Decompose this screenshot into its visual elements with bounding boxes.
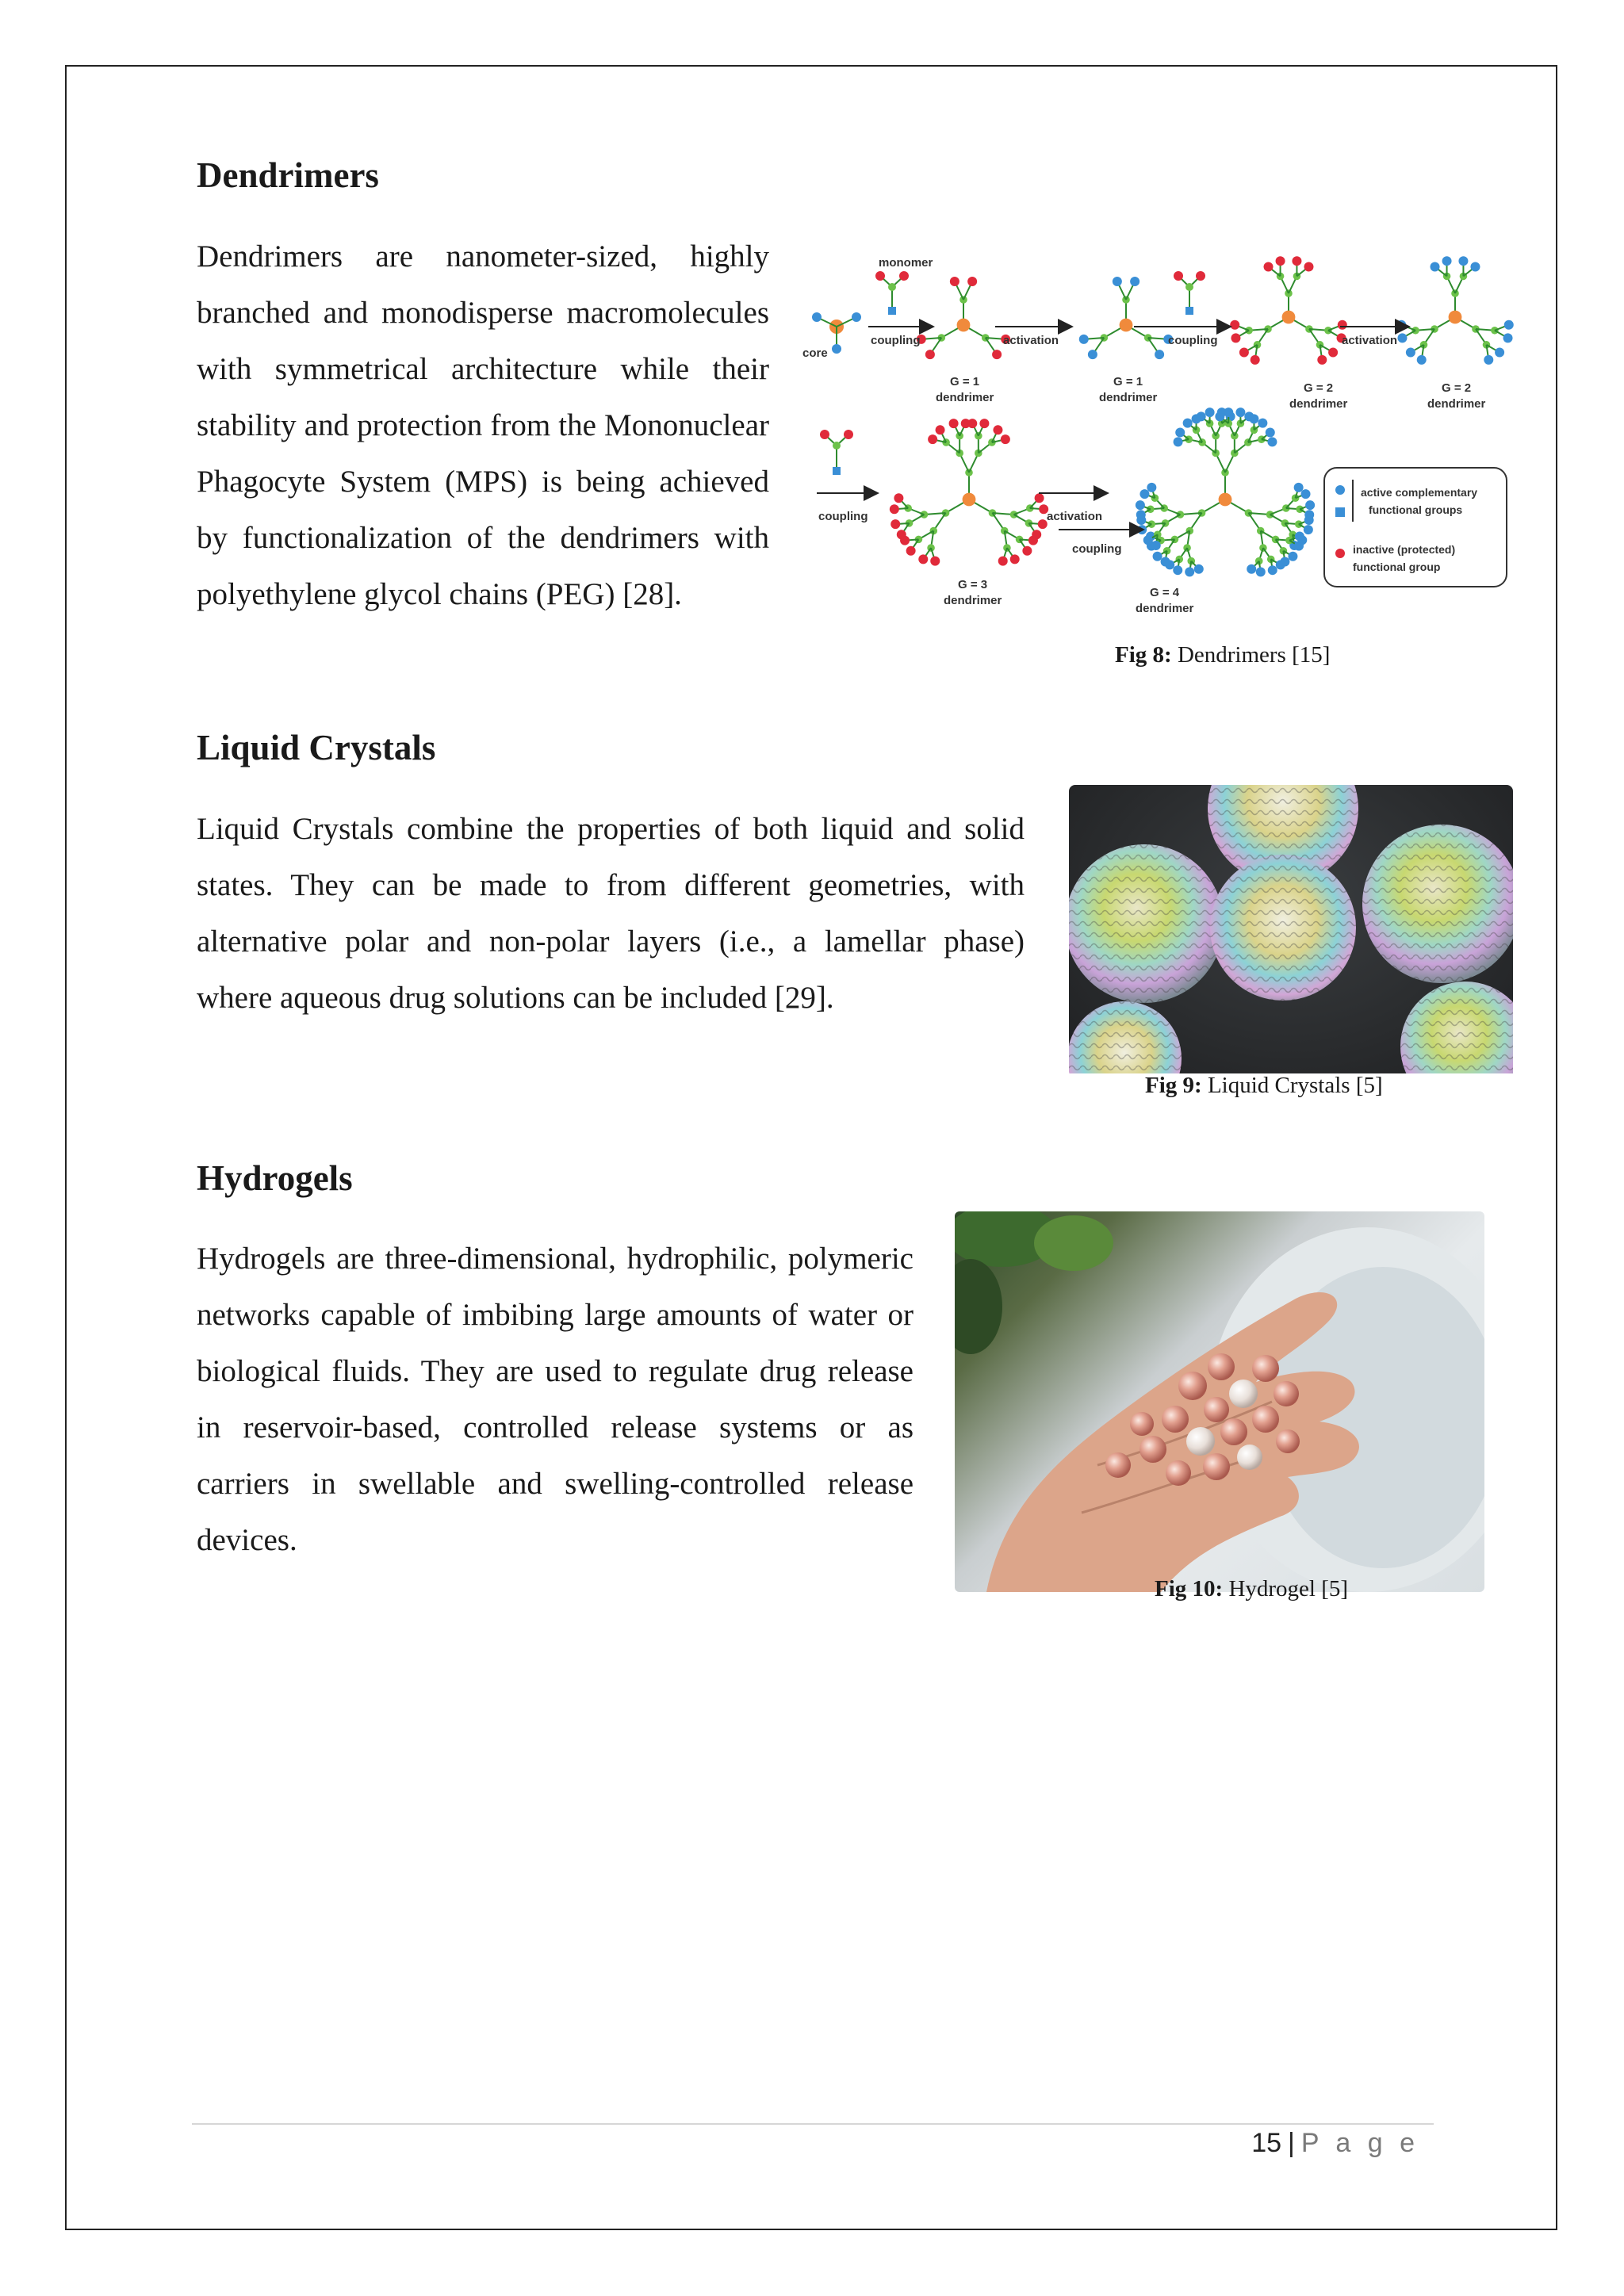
plant-leaves	[955, 1211, 1113, 1354]
inactive-group	[928, 434, 937, 444]
inactive-group	[1251, 355, 1260, 365]
active-group-square-icon	[1335, 507, 1345, 517]
active-group	[1417, 355, 1427, 365]
active-group	[1396, 320, 1406, 330]
fig8-caption-label: Fig 8:	[1115, 642, 1172, 668]
active-group	[1161, 557, 1170, 567]
active-group	[1442, 256, 1452, 266]
dendrimer-figure	[801, 238, 1515, 634]
page-number-separator: |	[1288, 2128, 1295, 2158]
fig10-caption-text: Hydrogel [5]	[1223, 1576, 1349, 1601]
active-group	[1249, 414, 1258, 423]
hydrogels-body: Hydrogels are three-dimensional, hydrophilic, polymeric networks capable of imbibing large amounts of water or biological fluids. They are used to regulate drug release in reservoir-based, controlled release systems or as carriers in swellable and swelling-controlled release devices.	[197, 1242, 914, 1557]
label-g3: G = 3	[958, 578, 988, 591]
inactive-group	[993, 425, 1002, 434]
active-group	[1294, 541, 1304, 551]
active-group	[1205, 408, 1215, 417]
active-group	[1173, 565, 1182, 575]
inactive-group	[1304, 262, 1313, 271]
hydrogel-bead	[1220, 1418, 1247, 1445]
active-group	[832, 344, 841, 354]
fig9-caption	[1145, 1073, 1383, 1099]
monomer-square	[1185, 307, 1193, 315]
lc-sphere-left	[1069, 844, 1224, 1003]
fig8-caption-text: Dendrimers [15]	[1171, 642, 1331, 668]
inactive-group	[1010, 554, 1020, 564]
active-group	[812, 312, 822, 322]
inactive-group	[1328, 347, 1338, 357]
legend-inactive-line1: inactive (protected)	[1353, 543, 1456, 556]
core-node	[1282, 311, 1296, 324]
hydrogel-bead	[1204, 1397, 1229, 1422]
active-group	[1301, 489, 1311, 499]
inactive-group	[1022, 546, 1032, 556]
active-group	[1143, 535, 1153, 545]
active-group	[1294, 483, 1304, 492]
hydrogel-bead	[1252, 1406, 1279, 1433]
active-group	[1174, 437, 1183, 446]
inactive-group	[1239, 347, 1249, 357]
active-group	[1304, 525, 1313, 534]
core-node	[1120, 319, 1133, 332]
hydrogel-bead	[1203, 1453, 1230, 1480]
active-group	[1431, 262, 1440, 271]
label-activation: activation	[1342, 334, 1398, 347]
branch-node	[1296, 505, 1304, 513]
inactive-group	[930, 557, 940, 566]
monomer-square	[833, 467, 841, 475]
active-group	[1151, 541, 1161, 550]
liquid-crystals-body: Liquid Crystals combine the properties of both liquid and solid states. They can be made to from different geometries, with alternative polar and non-polar layers (i.e., a lamellar phase) where aqueous drug solutions can be included [29].	[197, 812, 1025, 1015]
active-group	[1258, 419, 1267, 428]
label-coupling: coupling	[871, 334, 921, 347]
hydrogel-photo	[955, 1211, 1484, 1592]
hydrogel-bead	[1130, 1412, 1154, 1436]
branch-node	[1147, 505, 1155, 513]
dendrimer-diagram	[801, 238, 1515, 634]
inactive-group	[967, 277, 977, 286]
hydrogel-bead	[1178, 1372, 1207, 1400]
inactive-group	[1035, 493, 1044, 503]
inactive-group	[998, 557, 1008, 566]
branch-node	[1185, 283, 1193, 291]
core-node	[1449, 311, 1462, 324]
active-group-circle-icon	[1335, 485, 1345, 495]
label-g2: G = 2	[1442, 381, 1472, 395]
label-g1: G = 1	[950, 375, 980, 388]
inactive-group	[1292, 256, 1301, 266]
inactive-group	[890, 504, 899, 514]
active-group	[1266, 428, 1275, 438]
label-activation: activation	[1047, 510, 1103, 523]
active-group	[1139, 489, 1149, 499]
active-group	[1295, 532, 1304, 541]
active-group	[1247, 564, 1256, 574]
inactive-group-circle-icon	[1335, 549, 1345, 558]
label-core: core	[802, 346, 828, 360]
fig10-caption-label: Fig 10:	[1155, 1576, 1224, 1601]
active-group	[1130, 277, 1139, 286]
label-coupling: coupling	[1168, 334, 1218, 347]
monomer-square	[888, 307, 896, 315]
active-group	[852, 312, 861, 322]
active-group	[1406, 347, 1415, 357]
inactive-group	[1276, 256, 1285, 266]
hydrogel-bead	[1237, 1445, 1262, 1470]
inactive-group	[1338, 320, 1347, 330]
core-node	[957, 319, 971, 332]
active-group	[1256, 567, 1266, 576]
active-group	[1288, 552, 1297, 561]
active-group	[1235, 408, 1245, 417]
inactive-group	[979, 419, 989, 428]
active-group	[1215, 411, 1224, 421]
fig9-caption-label: Fig 9:	[1145, 1073, 1202, 1098]
legend-inactive-line2: functional group	[1353, 561, 1441, 573]
hydrogel-bead	[1274, 1381, 1299, 1406]
hydrogel-bead	[1186, 1427, 1215, 1456]
label-coupling: coupling	[1072, 542, 1122, 556]
active-group	[1113, 277, 1122, 286]
core-node	[963, 493, 976, 507]
active-group	[1153, 552, 1162, 561]
lc-sphere-bottom-left	[1069, 1001, 1182, 1073]
page-number	[1251, 2128, 1419, 2159]
inactive-group	[936, 425, 945, 434]
active-group	[1495, 347, 1504, 357]
inactive-group	[950, 277, 959, 286]
inactive-group	[1231, 333, 1240, 342]
dendrimers-heading: Dendrimers	[197, 155, 379, 195]
legend-active-line2: functional groups	[1369, 503, 1463, 516]
label-coupling: coupling	[818, 510, 868, 523]
active-group	[1088, 350, 1097, 359]
inactive-group	[967, 419, 977, 428]
inactive-group	[1038, 519, 1048, 529]
active-group	[1175, 428, 1185, 438]
lc-sphere-right	[1362, 825, 1513, 983]
active-group	[1136, 510, 1146, 519]
inactive-group	[897, 530, 906, 539]
inactive-group	[1317, 355, 1327, 365]
label-g2: G = 2	[1304, 381, 1334, 395]
legend-active-line1: active complementary	[1361, 486, 1478, 499]
inactive-group	[894, 493, 903, 503]
active-group	[1470, 262, 1480, 271]
inactive-group	[1028, 536, 1038, 545]
hydrogel-bead	[1166, 1460, 1191, 1486]
active-group	[1268, 565, 1277, 575]
active-group	[1397, 333, 1407, 342]
inactive-group	[1196, 271, 1205, 281]
active-group	[1185, 567, 1194, 576]
inactive-group	[906, 546, 916, 556]
label-monomer: monomer	[879, 256, 933, 270]
page-number-value: 15	[1251, 2128, 1282, 2158]
inactive-group	[1230, 320, 1239, 330]
hydrogel-bead	[1276, 1429, 1300, 1453]
label-dendrimer: dendrimer	[1099, 391, 1158, 404]
active-group	[1276, 560, 1285, 569]
fig9-caption-text: Liquid Crystals [5]	[1201, 1073, 1383, 1098]
inactive-group	[899, 271, 909, 281]
liquid-crystals-spheres	[1069, 785, 1513, 1073]
lc-sphere-bottom-right	[1400, 982, 1513, 1073]
inactive-group	[1001, 434, 1010, 444]
inactive-group	[1264, 262, 1274, 271]
footer-divider	[192, 2123, 1434, 2125]
inactive-group	[992, 350, 1002, 359]
active-group	[1305, 500, 1315, 510]
active-group	[1503, 333, 1513, 342]
hydrogel-bead	[1252, 1355, 1279, 1382]
branch-node	[833, 442, 841, 450]
active-group	[1079, 335, 1089, 344]
branch-node	[888, 283, 896, 291]
active-group	[1155, 350, 1164, 359]
inactive-group	[891, 519, 900, 529]
label-g4: G = 4	[1150, 586, 1180, 599]
active-group	[1504, 320, 1514, 330]
active-group	[1147, 483, 1156, 492]
active-group	[1194, 564, 1204, 574]
inactive-group	[1174, 271, 1183, 281]
active-group	[1183, 419, 1193, 428]
hydrogel-bead	[1208, 1353, 1235, 1380]
active-group	[1224, 408, 1233, 417]
active-group	[1304, 515, 1314, 525]
core-node	[1219, 493, 1232, 507]
label-dendrimer: dendrimer	[1136, 602, 1194, 615]
fig8-caption	[1115, 642, 1330, 668]
label-dendrimer: dendrimer	[1427, 397, 1486, 411]
hydrogel-bead	[1139, 1436, 1166, 1463]
hydrogel-image	[955, 1211, 1484, 1592]
active-group	[1267, 437, 1277, 446]
label-dendrimer: dendrimer	[936, 391, 994, 404]
hydrogel-bead	[1229, 1380, 1258, 1408]
label-dendrimer: dendrimer	[944, 594, 1002, 607]
inactive-group	[820, 430, 829, 439]
page-word: P a g e	[1300, 2128, 1419, 2158]
label-g1: G = 1	[1113, 375, 1143, 388]
active-group	[1197, 411, 1206, 421]
dendrimers-body: Dendrimers are nanometer-sized, highly branched and monodisperse macromolecules with symmetrical architecture while their stability and protection from the Mononuclear Phagocyte System (MPS) is being achieved by functionalization of the dendrimers with polyethylene glycol chains (PEG) [28].	[197, 239, 769, 611]
label-activation: activation	[1003, 334, 1059, 347]
inactive-group	[949, 419, 959, 428]
active-group	[1458, 256, 1468, 266]
inactive-group	[875, 271, 885, 281]
active-group	[1484, 355, 1493, 365]
lc-sphere-center	[1210, 855, 1356, 1001]
hydrogels-heading: Hydrogels	[197, 1158, 353, 1198]
inactive-group	[925, 350, 935, 359]
liquid-crystals-heading: Liquid Crystals	[197, 728, 436, 767]
liquid-crystals-image	[1069, 785, 1513, 1073]
active-group	[1136, 500, 1145, 510]
hydrogel-bead	[1105, 1452, 1131, 1478]
inactive-group	[918, 554, 928, 564]
inactive-group	[844, 430, 853, 439]
label-dendrimer: dendrimer	[1289, 397, 1348, 411]
hydrogel-bead	[1162, 1406, 1189, 1433]
fig10-caption	[1155, 1576, 1348, 1602]
